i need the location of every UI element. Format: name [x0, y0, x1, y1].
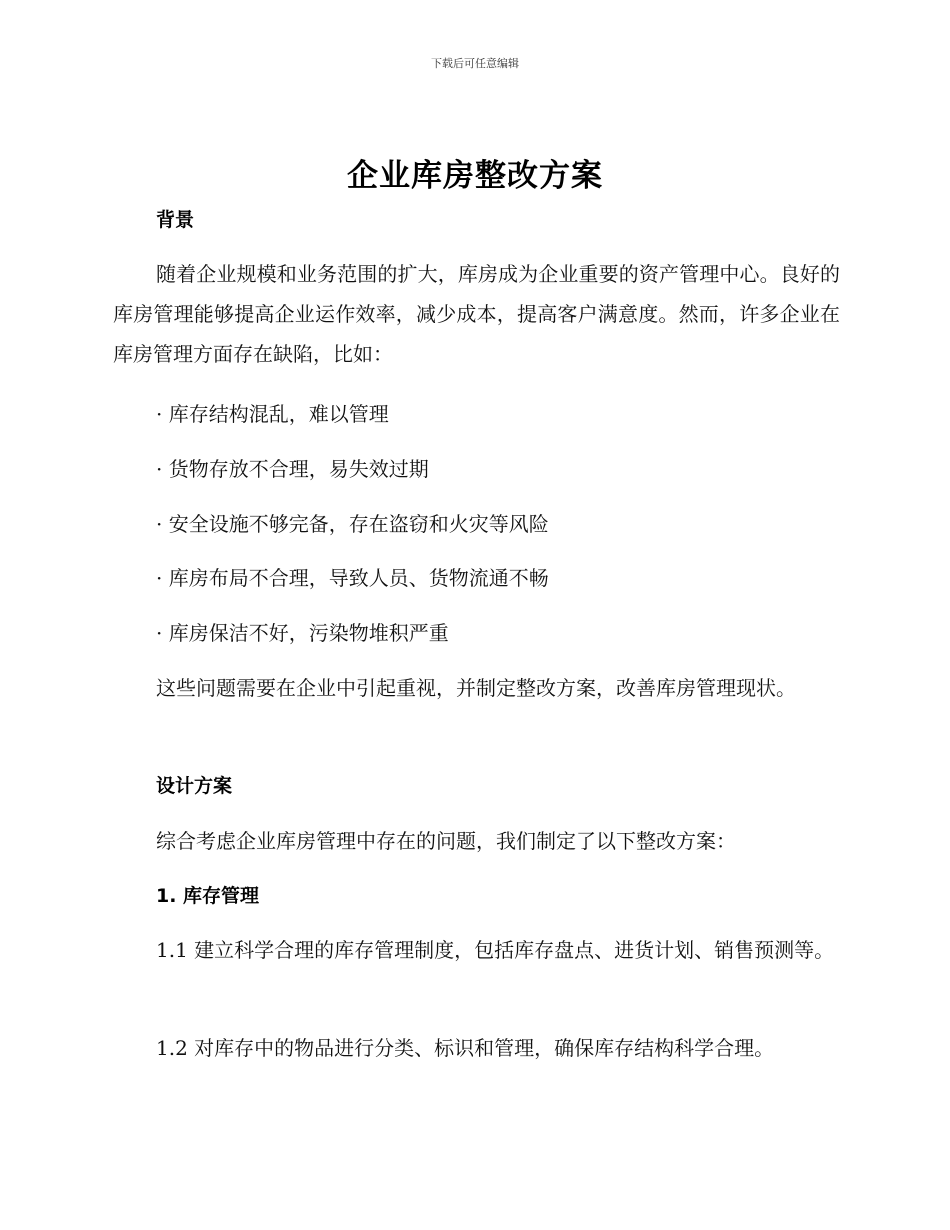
bullet-item: · 库房保洁不好，污染物堆积严重	[156, 621, 449, 645]
background-conclusion-paragraph: 这些问题需要在企业中引起重视，并制定整改方案，改善库房管理现状。	[156, 676, 796, 700]
document-title: 企业库房整改方案	[347, 158, 603, 194]
background-paragraph: 随着企业规模和业务范围的扩大，库房成为企业重要的资产管理中心。良好的库房管理能够提高企业运作效率，减少成本，提高客户满意度。然而，许多企业在库房管理方面存在缺陷，比如：	[113, 262, 840, 366]
design-intro-paragraph: 综合考虑企业库房管理中存在的问题，我们制定了以下整改方案：	[156, 829, 736, 853]
inventory-item-1-2: 1.2 对库存中的物品进行分类、标识和管理，确保库存结构科学合理。	[156, 1036, 775, 1060]
section-heading-background: 背景	[156, 209, 195, 231]
inventory-item-1-1: 1.1 建立科学合理的库存管理制度，包括库存盘点、进货计划、销售预测等。	[156, 938, 835, 962]
bullet-item: · 库存结构混乱，难以管理	[156, 402, 389, 426]
bullet-item: · 安全设施不够完备，存在盗窃和火灾等风险	[156, 512, 549, 536]
header-note: 下载后可任意编辑	[431, 57, 519, 70]
bullet-item: · 货物存放不合理，易失效过期	[156, 457, 429, 481]
bullet-item: · 库房布局不合理，导致人员、货物流通不畅	[156, 566, 549, 590]
section-heading-design: 设计方案	[156, 775, 233, 797]
subsection-heading-inventory: 1. 库存管理	[156, 885, 260, 907]
